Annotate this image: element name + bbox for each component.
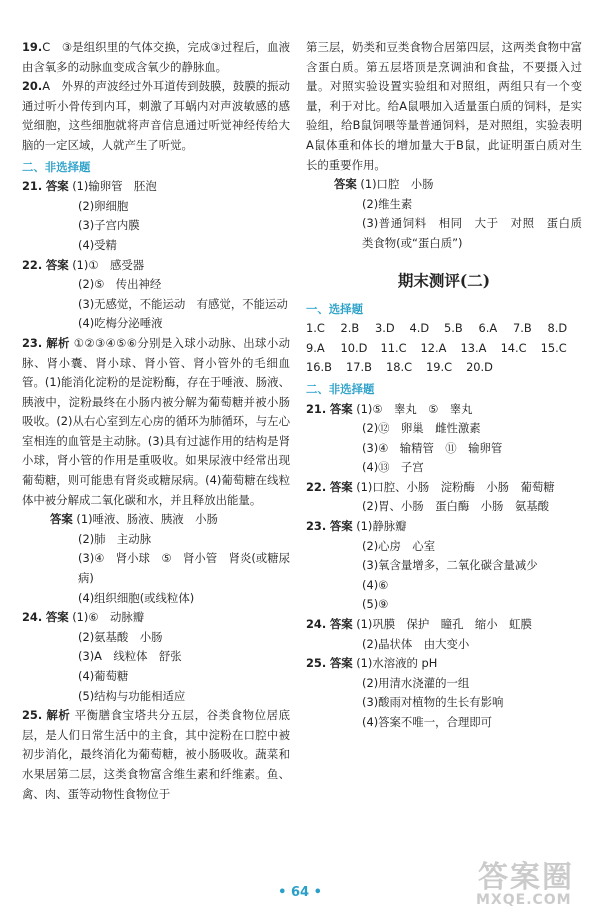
question-number: 22.	[22, 257, 43, 272]
answer-line: (1)水溶液的 pH	[356, 656, 438, 671]
analysis-text: 平衡膳食宝塔共分五层，谷类食物位居底层，是人们日常生活中的主食，其中淀粉在口腔中被初步消化，最终消化为葡萄糖，被小肠吸收。蔬菜和水果居第二层，这类食物富含维生素和纤维素。鱼、禽、肉、蛋等动物性食物位于	[22, 708, 290, 801]
answer-line: (3)④ 肾小球 ⑤ 肾小管 肾炎(或糖尿病)	[78, 551, 290, 586]
mc-answers-row-1	[306, 319, 582, 339]
question-23	[22, 334, 290, 608]
answer-line: (4)吃梅分泌唾液	[78, 316, 163, 331]
answer-tag: 答案	[329, 617, 353, 632]
answer-line: (4)组织细胞(或线粒体)	[78, 590, 195, 605]
answer-line: (4)葡萄糖	[78, 669, 129, 683]
answer-line: (1)口腔 小肠	[360, 177, 434, 192]
answer-line: (2)晶状体 由大变小	[362, 636, 470, 651]
answer-line: (2)肺 主动脉	[78, 531, 152, 546]
answer-line: (4)⑬ 子宫	[362, 460, 424, 475]
question-25	[22, 706, 290, 804]
answer-text: A 外界的声波经过外耳道传到鼓膜，鼓膜的振动通过听小骨传到内耳，刺激了耳蜗内对声波敏感的感觉细胞，这些细胞就将声音信息通过听觉神经传给大脑的一定区域，人就产生了听觉。	[22, 79, 290, 152]
answer-line: (2)用清水浇灌的一组	[362, 675, 470, 690]
answer-line: (4)受精	[78, 237, 117, 252]
question-number: 21.	[22, 179, 43, 194]
mc-answers-row-2	[306, 339, 582, 359]
mc-answer: 13.A	[460, 340, 487, 355]
answer-tag: 答案	[334, 177, 357, 192]
question-number: 22.	[306, 479, 327, 494]
answer-line: (4)答案不唯一，合理即可	[362, 715, 493, 729]
analysis-continuation: 第三层，奶类和豆类食物合居第四层，这两类食物中富含蛋白质。第五层塔顶是烹调油和食盐，不要摄入过量。对照实验设置实验组和对照组，两组只有一个变量，利于对比。给A鼠喂加入适量蛋白质的饲料，是实验组，给B鼠饲喂等量普通饲料，是对照组，实验表明A鼠体重和体长的增加量大于B鼠，此证明蛋白质对生长的重要作用。	[306, 40, 582, 172]
mc-answer: 17.B	[346, 360, 372, 375]
watermark-logo	[440, 850, 590, 914]
mc-answer: 8.D	[547, 321, 568, 336]
right-column	[306, 38, 582, 733]
answer-text: C ③是组织里的气体交换，完成③过程后，血液由含氧多的动脉血变成含氧少的静脉血。	[22, 40, 290, 74]
answer-tag: 答案	[329, 519, 353, 534]
answer-line: (1)① 感受器	[72, 257, 145, 272]
section-heading-choice: 一、选择题	[306, 301, 363, 316]
question-24	[22, 608, 290, 706]
answer-line: (1)⑥ 动脉瓣	[72, 610, 145, 625]
question-21	[22, 177, 290, 255]
answer-line: (1)静脉瓣	[356, 519, 407, 534]
mc-answer: 15.C	[540, 340, 567, 355]
answer-line: (2)维生素	[362, 196, 413, 211]
question-number: 25.	[306, 656, 327, 671]
answer-tag: 答案	[329, 656, 353, 671]
answer-line: (4)⑥	[362, 577, 389, 592]
answer-tag: 答案	[45, 179, 69, 194]
answer-line: (3)子宫内膜	[78, 218, 140, 233]
page-number: • 64 •	[278, 885, 322, 900]
exam2-question-25	[306, 654, 582, 732]
answer-line: (1)输卵管 胚泡	[72, 179, 157, 194]
exam2-question-23	[306, 517, 582, 615]
mc-answer: 4.D	[409, 321, 430, 336]
question-22	[22, 256, 290, 334]
answer-line: (5)结构与功能相适应	[78, 688, 186, 703]
answer-tag: 答案	[329, 401, 353, 416]
mc-answer: 9.A	[306, 340, 325, 355]
mc-answer: 12.A	[420, 340, 447, 355]
answer-line: (3)酸雨对植物的生长有影响	[362, 695, 504, 710]
answer-line: (3)④ 输精管 ⑪ 输卵管	[362, 440, 503, 455]
answer-line: (2)卵细胞	[78, 198, 129, 213]
mc-answer: 11.C	[380, 340, 407, 355]
answer-line: (3)A 线粒体 舒张	[78, 649, 182, 664]
answer-tag: 答案	[50, 512, 73, 527]
mc-answer: 20.D	[466, 360, 493, 375]
question-number: 24.	[22, 610, 43, 625]
analysis-tag: 解析	[46, 335, 70, 350]
mc-answer: 16.B	[306, 360, 332, 375]
answer-line: (1)⑤ 睾丸 ⑤ 睾丸	[356, 401, 473, 416]
analysis-tag: 解析	[46, 708, 71, 723]
answer-line: (1)巩膜 保护 瞳孔 缩小 虹膜	[356, 617, 532, 632]
answer-tag: 答案	[45, 257, 69, 272]
answer-line: (2)胃、小肠 蛋白酶 小肠 氨基酸	[362, 499, 549, 514]
exam2-question-24	[306, 615, 582, 654]
watermark-text: 答案圈	[478, 860, 574, 895]
mc-answer: 18.C	[386, 360, 413, 375]
mc-answers-row-3	[306, 358, 582, 378]
question-20	[22, 77, 290, 155]
answer-line: (3)普通饲料 相同 大于 对照 蛋白质类食物(或“蛋白质”)	[362, 216, 582, 250]
answer-line: (1)口腔、小肠 淀粉酶 小肠 葡萄糖	[356, 479, 555, 494]
answer-line: (3)氧含量增多，二氧化碳含量减少	[362, 558, 538, 573]
mc-answer: 19.C	[426, 360, 453, 375]
mc-answer: 2.B	[340, 321, 360, 336]
mc-answer: 5.B	[444, 321, 463, 336]
answer-line: (1)唾液、肠液、胰液 小肠	[76, 512, 218, 527]
section-heading-nonchoice: 二、非选择题	[306, 381, 375, 396]
mc-answer: 3.D	[375, 321, 395, 336]
question-number: 19.	[22, 40, 43, 54]
mc-answer: 14.C	[500, 340, 527, 355]
mc-answer: 1.C	[306, 321, 325, 336]
section-heading-nonchoice: 二、非选择题	[22, 159, 91, 174]
answer-tag: 答案	[329, 479, 353, 494]
exam2-question-21	[306, 400, 582, 478]
mc-answer: 7.B	[513, 321, 532, 336]
question-number: 21.	[306, 401, 327, 416]
mc-answer: 6.A	[478, 321, 498, 336]
answer-tag: 答案	[45, 610, 69, 625]
answer-line: (3)无感觉，不能运动 有感觉，不能运动	[78, 296, 288, 311]
answer-line: (2)心房 心室	[362, 538, 436, 553]
analysis-text: ①②③④⑤⑥分别是入球小动脉、出球小动脉、肾小囊、肾小球、肾小管、肾小管外的毛细血管。(1)能消化淀粉的是淀粉酶，存在于唾液、肠液、胰液中，淀粉最终在小肠内被分解为葡萄糖并被小肠吸收。(2)从右心室到左心房的循环为肺循环，与左心室相连的血管是主动脉。(3)具有过滤作用的结构是肾小球，肾小管的作用是重吸收。如果尿液中经常出现葡萄糖，则可能患有肾炎或糖尿病。(4)葡萄糖在线粒体中被分解成二氧化碳和水，并且释放出能量。	[22, 335, 290, 507]
exam-title: 期末测评(二)	[397, 270, 491, 290]
mc-answer: 10.D	[340, 340, 368, 355]
page-number-value: 64	[290, 885, 310, 900]
question-number: 24.	[306, 617, 327, 632]
answer-line: (2)氨基酸 小肠	[78, 629, 163, 644]
question-number: 25.	[22, 708, 43, 723]
answer-line: (2)⑤ 传出神经	[78, 277, 162, 292]
question-19	[22, 38, 290, 77]
question-number: 23.	[22, 335, 43, 350]
question-number: 23.	[306, 519, 327, 534]
left-column	[22, 38, 290, 804]
watermark-domain: MXQE.COM	[476, 892, 572, 908]
question-number: 20.	[22, 79, 43, 94]
answer-line: (5)⑨	[362, 597, 389, 612]
answer-line: (2)⑫ 卵巢 雌性激素	[362, 421, 481, 436]
exam2-question-22	[306, 478, 582, 517]
